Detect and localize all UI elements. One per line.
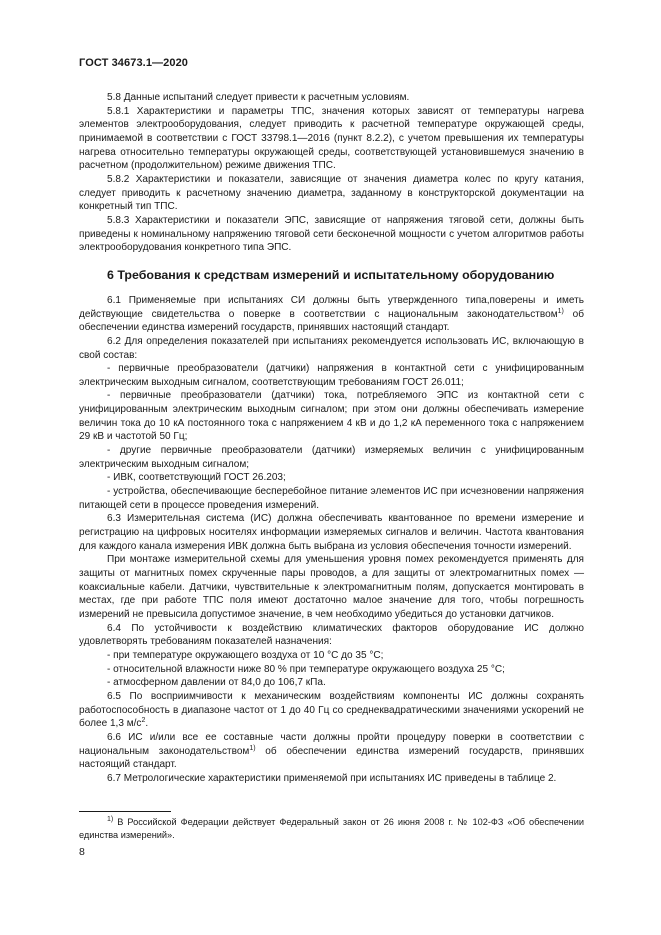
paragraph-5-8: 5.8 Данные испытаний следует привести к расчетным условиям.: [107, 92, 410, 103]
paragraph-6-5: [79, 690, 584, 731]
paragraph-6-1: [79, 294, 584, 335]
paragraph-6-6: [79, 731, 584, 772]
list-item: - другие первичные преобразователи (датчики) измеряемых величин с унифицированным электрическим выходным сигналом;: [79, 445, 584, 470]
list-item: - атмосферном давлении от 84,0 до 106,7 кПа.: [107, 677, 326, 689]
paragraph-5-8-1: 5.8.1 Характеристики и параметры ТПС, значения которых зависят от температуры нагрева элементов электрооборудования, следует приводить к расчетной температуре окружающей среды, принимаемой в соответствии с ГОСТ 33798.1—2016 (пункт 8.2.2), с учетом превышения их температуры нагрева относительно температуры окружающей среды, соответствующей установившемуся значению в расчетном (продолжительном) режиме движения ТПС.: [79, 105, 584, 172]
paragraph-6-6-text-a: 6.6 ИС и/или все ее составные части должны пройти процедуру поверки в соответствии с национальным законодательством: [79, 731, 584, 757]
paragraph-6-4: 6.4 По устойчивости к воздействию климатических факторов оборудование ИС должно удовлетворять требованиям показателей назначения:: [79, 622, 584, 648]
paragraph-6-6-text-b: об обеспечении единства измерений государств, принявших настоящий стандарт.: [79, 745, 585, 771]
footnote-text: В Российской Федерации действует Федеральный закон от 26 июня 2008 г. № 102-ФЗ «Об обеспечении единства измерений».: [79, 817, 584, 840]
footnote: [79, 816, 584, 841]
superscript: 2: [141, 717, 146, 725]
list-item: - относительной влажности ниже 80 % при температуре окружающего воздуха 25 °С;: [107, 663, 505, 675]
page-body: [79, 91, 584, 786]
paragraph-6-1-text-b: об обеспечении единства измерений государств, принявших настоящий стандарт.: [79, 308, 584, 334]
footnote-ref: 1): [557, 307, 564, 315]
list-item: - первичные преобразователи (датчики) тока, потребляемого ЭПС из контактной сети с унифицированным электрическим выходным сигналом; при этом они должны обеспечивать измерение величин тока до 10 кА постоянного тока с напряжением 4 кВ и до 1,2 кА переменного тока с напряжением 29 кВ и частотой 50 Гц;: [79, 390, 584, 443]
footnote-ref: 1): [249, 744, 256, 752]
paragraph-5-8-3: 5.8.3 Характеристики и показатели ЭПС, зависящие от напряжения тяговой сети, должны быть приведены к номинальному напряжению тяговой сети бесконечной мощности с учетом алгоритмов работы электрооборудования конкретного типа ЭПС.: [79, 214, 584, 254]
paragraph-6-3-continued: При монтаже измерительной схемы для уменьшения уровня помех рекомендуется применять для защиты от магнитных помех скрученные пары проводов, а для защиты от электромагнитных помех — коаксиальные кабели. Датчики, чувствительные к электромагнитным полям, допускается монтировать в местах, где при работе ТПС поля имеют достаточно малое значение для того, чтобы погрешность измерений не превысила допустимое значение, в чем необходимо убедиться до установки датчиков.: [79, 554, 584, 620]
section-heading-6: 6 Требования к средствам измерений и испытательному оборудованию: [107, 267, 555, 282]
paragraph-6-7: 6.7 Метрологические характеристики применяемой при испытаниях ИС приведены в таблице 2.: [107, 772, 557, 784]
paragraph-6-5-text-b: .: [145, 718, 149, 730]
paragraph-6-3: 6.3 Измерительная система (ИС) должна обеспечивать квантованное по времени измерение и регистрацию на цифровых носителях информации измеряемых сигналов и величин. Частота квантования для каждого канала измерения ИВК должна быть выбрана из условия обеспечения точности измерений.: [79, 513, 584, 552]
footnote-divider: [79, 811, 171, 812]
page-number: 8: [79, 846, 85, 858]
paragraph-6-1-text-a: 6.1 Применяемые при испытаниях СИ должны быть утвержденного типа,поверены и иметь действующие свидетельства о поверке в соответствии с национальным законодательством: [79, 294, 584, 320]
list-item: - первичные преобразователи (датчики) напряжения в контактной сети с унифицированным электрическим выходным сигналом, соответствующим требованиям ГОСТ 26.011;: [79, 363, 584, 388]
paragraph-6-5-text-a: 6.5 По восприимчивости к механическим воздействиям компоненты ИС должны сохранять работоспособность в диапазоне частот от 1 до 40 Гц со среднеквадратическими значениями ускорений не более 1,3 м/с: [79, 690, 584, 730]
list-item: - устройства, обеспечивающие бесперебойное питание элементов ИС при исчезновении напряжения питающей сети в процессе проведения измерений.: [79, 486, 584, 511]
page-header-doc-id: ГОСТ 34673.1—2020: [79, 57, 189, 69]
paragraph-6-2: 6.2 Для определения показателей при испытаниях рекомендуется использовать ИС, включающую в свой состав:: [79, 335, 584, 361]
paragraph-5-8-2: 5.8.2 Характеристики и показатели, зависящие от значения диаметра колес по кругу катания, следует приводить к расчетному значению диаметра, заданному в конструкторской документации на конкретный тип ТПС.: [79, 173, 584, 213]
footnote-mark: 1): [107, 816, 114, 823]
list-item: - при температуре окружающего воздуха от 10 °С до 35 °С;: [107, 649, 384, 661]
list-item: - ИВК, соответствующий ГОСТ 26.203;: [107, 472, 286, 484]
